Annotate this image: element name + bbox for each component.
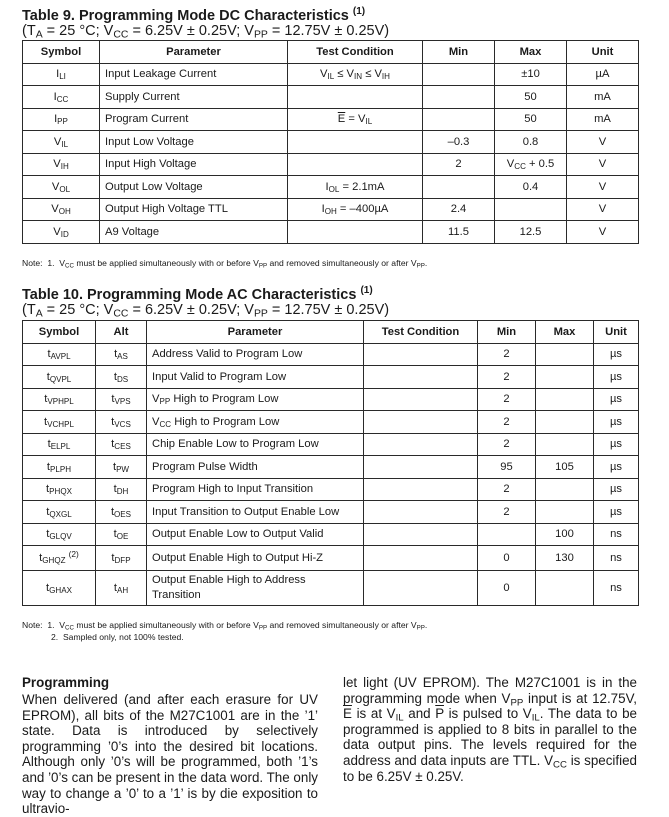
parameter-cell: Chip Enable Low to Program Low: [147, 433, 364, 456]
parameter-cell: Output Enable High to Address Transition: [147, 571, 364, 606]
table-row: [23, 523, 639, 546]
alt-cell: $t_{VPS}$: [96, 388, 147, 411]
unit-cell: µA: [567, 63, 639, 86]
table-row: [23, 388, 639, 411]
col-header-unit: Unit: [594, 321, 639, 344]
max-cell: 130: [536, 546, 594, 571]
alt-cell: $t_{DS}$: [96, 366, 147, 389]
col-header-parameter: Parameter: [100, 41, 288, 64]
col-header-max: Max: [495, 41, 567, 64]
max-cell: 12.5: [495, 221, 567, 244]
min-cell: 95: [478, 456, 536, 479]
unit-cell: µs: [594, 366, 639, 389]
condition-cell: $I_{OH} = -400\mu A$: [288, 198, 423, 221]
symbol-cell: $t_{GHAX}$: [23, 571, 96, 606]
max-cell: [536, 343, 594, 366]
min-cell: [478, 523, 536, 546]
min-cell: 11.5: [423, 221, 495, 244]
max-cell: [536, 501, 594, 524]
parameter-cell: Input Low Voltage: [100, 131, 288, 154]
symbol-cell: $t_{PLPH}$: [23, 456, 96, 479]
parameter-cell: Input Transition to Output Enable Low: [147, 501, 364, 524]
table-row: [23, 478, 639, 501]
condition-cell: [364, 523, 478, 546]
table10-title: Table 10. Programming Mode AC Characteristics $^{(1)}$: [22, 285, 373, 303]
col-header-test-condition: Test Condition: [364, 321, 478, 344]
min-cell: 0: [478, 546, 536, 571]
table-row: [23, 108, 639, 131]
max-cell: [536, 571, 594, 606]
max-cell: 0.8: [495, 131, 567, 154]
symbol-cell: $t_{GHQZ}$ $^{(2)}$: [23, 546, 96, 571]
table-row: [23, 546, 639, 571]
table-header-row: [23, 41, 639, 64]
min-cell: 2: [478, 478, 536, 501]
symbol-cell: $V_{IH}$: [23, 153, 100, 176]
parameter-cell: Output Enable High to Output Hi-Z: [147, 546, 364, 571]
min-cell: 2: [478, 388, 536, 411]
parameter-cell: $V_{CC}$ High to Program Low: [147, 411, 364, 434]
alt-cell: $t_{AS}$: [96, 343, 147, 366]
max-cell: ±10: [495, 63, 567, 86]
min-cell: 2: [478, 433, 536, 456]
max-cell: [536, 411, 594, 434]
col-header-alt: Alt: [96, 321, 147, 344]
condition-cell: [364, 433, 478, 456]
parameter-cell: Output High Voltage TTL: [100, 198, 288, 221]
min-cell: 2.4: [423, 198, 495, 221]
alt-cell: $t_{OES}$: [96, 501, 147, 524]
parameter-cell: Input Valid to Program Low: [147, 366, 364, 389]
max-cell: [536, 388, 594, 411]
table10-ac-characteristics: [22, 320, 639, 606]
parameter-cell: Address Valid to Program Low: [147, 343, 364, 366]
table-header-row: [23, 321, 639, 344]
max-cell: 105: [536, 456, 594, 479]
table-row: [23, 86, 639, 109]
symbol-cell: $t_{QVPL}$: [23, 366, 96, 389]
alt-cell: $t_{VCS}$: [96, 411, 147, 434]
unit-cell: mA: [567, 108, 639, 131]
symbol-cell: $V_{OH}$: [23, 198, 100, 221]
alt-cell: $t_{AH}$: [96, 571, 147, 606]
condition-cell: $I_{OL} = 2.1mA$: [288, 176, 423, 199]
symbol-cell: $t_{VPHPL}$: [23, 388, 96, 411]
unit-cell: V: [567, 153, 639, 176]
condition-cell: [364, 456, 478, 479]
min-cell: 2: [478, 411, 536, 434]
parameter-cell: Input High Voltage: [100, 153, 288, 176]
min-cell: 2: [423, 153, 495, 176]
table-row: [23, 433, 639, 456]
condition-cell: [364, 501, 478, 524]
symbol-cell: $t_{QXGL}$: [23, 501, 96, 524]
min-cell: 0: [478, 571, 536, 606]
alt-cell: $t_{DFP}$: [96, 546, 147, 571]
table9-note-1: Note: 1. $V_{CC}$ must be applied simultaneously with or before $V_{PP}$ and removed simultaneously or after $V_{PP}$.: [22, 258, 428, 270]
max-cell: [536, 366, 594, 389]
condition-cell: [364, 571, 478, 606]
parameter-cell: $V_{PP}$ High to Program Low: [147, 388, 364, 411]
max-cell: [536, 433, 594, 456]
table-row: [23, 63, 639, 86]
table10-note-2: 2. Sampled only, not 100% tested.: [51, 632, 184, 642]
parameter-cell: Input Leakage Current: [100, 63, 288, 86]
min-cell: [423, 63, 495, 86]
unit-cell: µs: [594, 433, 639, 456]
table10-conditions: ($T_A = 25$ °C; $V_{CC} = 6.25V \pm 0.25V$; $V_{PP} = 12.75V \pm 0.25V$): [22, 302, 390, 320]
symbol-cell: $t_{PHQX}$: [23, 478, 96, 501]
symbol-cell: $V_{IL}$: [23, 131, 100, 154]
condition-cell: [364, 411, 478, 434]
condition-cell: [364, 343, 478, 366]
table-row: [23, 131, 639, 154]
col-header-min: Min: [423, 41, 495, 64]
table9-conditions: ($T_A = 25$ °C; $V_{CC} = 6.25V \pm 0.25V$; $V_{PP} = 12.75V \pm 0.25V$): [22, 23, 390, 41]
max-cell: 50: [495, 108, 567, 131]
min-cell: 2: [478, 501, 536, 524]
table-row: [23, 411, 639, 434]
programming-paragraph-col1: When delivered (and after each erasure for UV EPROM), all bits of the M27C1001 are in the ’1’ state. Data is introduced by selectively programming ’0’s into the desired bit locations. Although only ’0’s will be programmed, both ’1’s and ’0’s can be present in the data word. The only way to change a ’0’ to a ’1’ is by die exposition to ultravio-: [22, 692, 318, 817]
unit-cell: V: [567, 131, 639, 154]
parameter-cell: A9 Voltage: [100, 221, 288, 244]
table-row: [23, 456, 639, 479]
table-row: [23, 571, 639, 606]
min-cell: 2: [478, 366, 536, 389]
min-cell: –0.3: [423, 131, 495, 154]
parameter-cell: Output Enable Low to Output Valid: [147, 523, 364, 546]
alt-cell: $t_{DH}$: [96, 478, 147, 501]
unit-cell: mA: [567, 86, 639, 109]
alt-cell: $t_{OE}$: [96, 523, 147, 546]
alt-cell: $t_{PW}$: [96, 456, 147, 479]
col-header-min: Min: [478, 321, 536, 344]
col-header-parameter: Parameter: [147, 321, 364, 344]
symbol-cell: $t_{VCHPL}$: [23, 411, 96, 434]
unit-cell: ns: [594, 571, 639, 606]
condition-cell: $\overline{E} = V_{IL}$: [288, 108, 423, 131]
condition-cell: [288, 131, 423, 154]
unit-cell: µs: [594, 501, 639, 524]
parameter-cell: Program Pulse Width: [147, 456, 364, 479]
symbol-cell: $I_{PP}$: [23, 108, 100, 131]
unit-cell: µs: [594, 456, 639, 479]
table-row: [23, 501, 639, 524]
table-row: [23, 221, 639, 244]
col-header-test-condition: Test Condition: [288, 41, 423, 64]
table-row: [23, 366, 639, 389]
parameter-cell: Supply Current: [100, 86, 288, 109]
max-cell: 100: [536, 523, 594, 546]
max-cell: $V_{CC} + 0.5$: [495, 153, 567, 176]
condition-cell: [364, 546, 478, 571]
col-header-max: Max: [536, 321, 594, 344]
condition-cell: [288, 153, 423, 176]
unit-cell: µs: [594, 388, 639, 411]
unit-cell: V: [567, 176, 639, 199]
condition-cell: [364, 388, 478, 411]
alt-cell: $t_{CES}$: [96, 433, 147, 456]
condition-cell: [364, 366, 478, 389]
symbol-cell: $V_{ID}$: [23, 221, 100, 244]
parameter-cell: Program Current: [100, 108, 288, 131]
unit-cell: µs: [594, 478, 639, 501]
unit-cell: V: [567, 221, 639, 244]
symbol-cell: $I_{LI}$: [23, 63, 100, 86]
condition-cell: [288, 86, 423, 109]
table10-note-1: Note: 1. $V_{CC}$ must be applied simultaneously with or before $V_{PP}$ and removed simultaneously or after $V_{PP}$.: [22, 620, 428, 632]
symbol-cell: $t_{AVPL}$: [23, 343, 96, 366]
parameter-cell: Output Low Voltage: [100, 176, 288, 199]
unit-cell: ns: [594, 546, 639, 571]
col-header-symbol: Symbol: [23, 321, 96, 344]
max-cell: 50: [495, 86, 567, 109]
unit-cell: ns: [594, 523, 639, 546]
table9-dc-characteristics: [22, 40, 639, 244]
min-cell: [423, 86, 495, 109]
col-header-symbol: Symbol: [23, 41, 100, 64]
unit-cell: µs: [594, 343, 639, 366]
min-cell: [423, 176, 495, 199]
programming-heading: Programming: [22, 675, 110, 690]
table-row: [23, 198, 639, 221]
condition-cell: [364, 478, 478, 501]
symbol-cell: $t_{GLQV}$: [23, 523, 96, 546]
table-row: [23, 153, 639, 176]
unit-cell: V: [567, 198, 639, 221]
max-cell: 0.4: [495, 176, 567, 199]
min-cell: 2: [478, 343, 536, 366]
unit-cell: µs: [594, 411, 639, 434]
programming-paragraph-col2: let light (UV EPROM). The M27C1001 is in the programming mode when $V_{PP}$ input is at 12.75V, $\overline{E}$ is at $V_{IL}$ and $\overline{P}$ is pulsed to $V_{IL}$. The data to be programmed is applied to 8 bits in parallel to the data output pins. The levels required for the address and data inputs are TTL. $V_{CC}$ is specified to be 6.25V ± 0.25V.: [343, 675, 637, 784]
table-row: [23, 343, 639, 366]
parameter-cell: Program High to Input Transition: [147, 478, 364, 501]
table9-title: Table 9. Programming Mode DC Characteristics $^{(1)}$: [22, 6, 366, 24]
condition-cell: $V_{IL} \le V_{IN} \le V_{IH}$: [288, 63, 423, 86]
table-row: [23, 176, 639, 199]
min-cell: [423, 108, 495, 131]
symbol-cell: $V_{OL}$: [23, 176, 100, 199]
col-header-unit: Unit: [567, 41, 639, 64]
symbol-cell: $I_{CC}$: [23, 86, 100, 109]
symbol-cell: $t_{ELPL}$: [23, 433, 96, 456]
max-cell: [495, 198, 567, 221]
condition-cell: [288, 221, 423, 244]
max-cell: [536, 478, 594, 501]
